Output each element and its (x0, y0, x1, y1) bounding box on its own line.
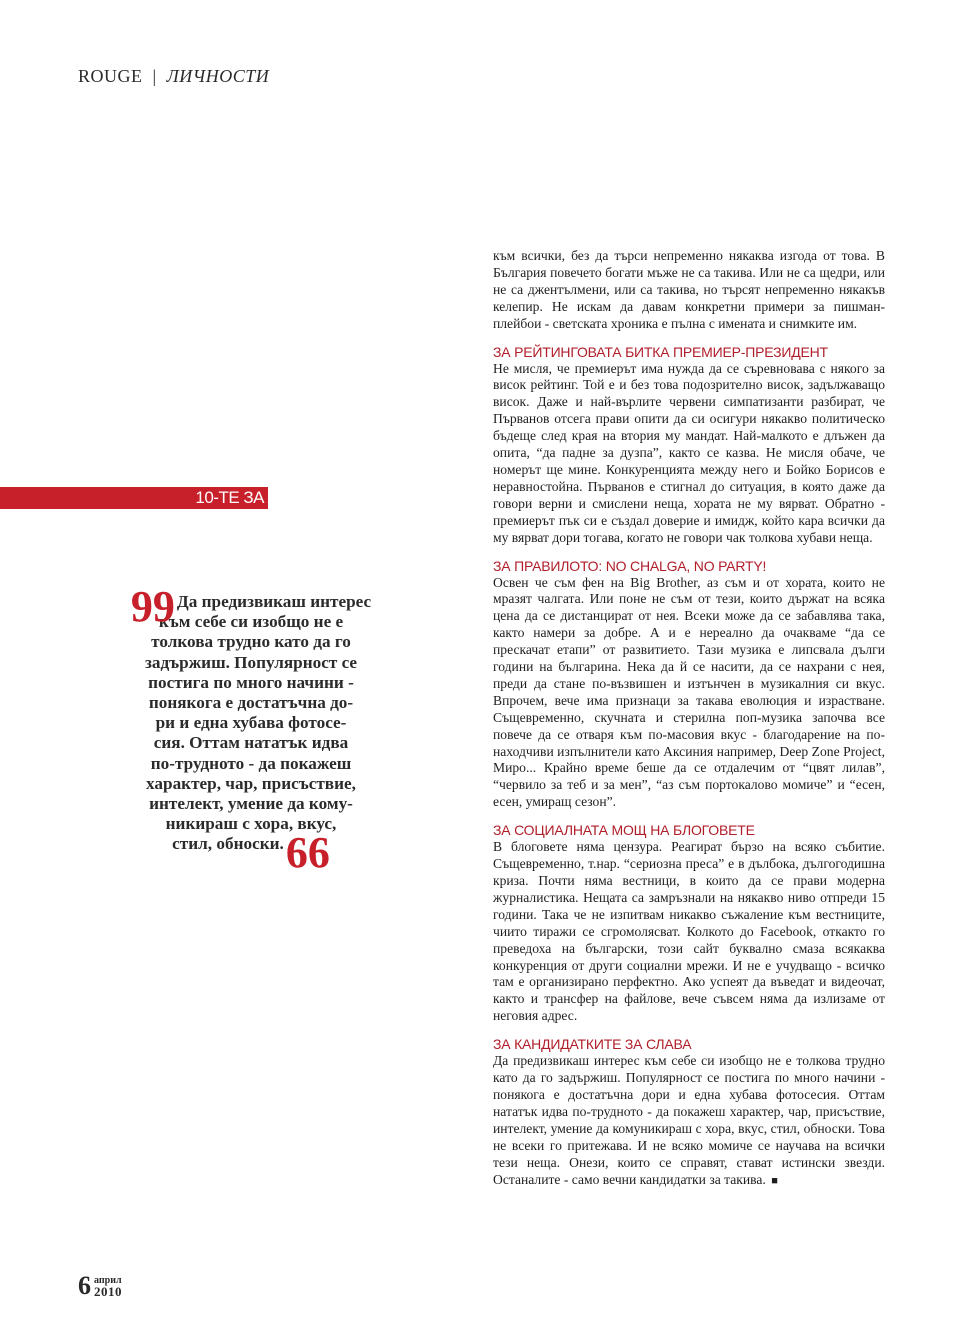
section-heading: ЗА КАНДИДАТКИТЕ ЗА СЛАВА (493, 1036, 692, 1053)
page-number: 6 (78, 1271, 91, 1300)
article-intro: към всички, без да търси непременно някаква изгода от това. В България повечето богати мъже не са такива. Или не са щедри, или не са джентълмени, или са такива, но търсят непременно някакъв келепир. Не искам да давам конкретни примери за пишман-плейбои - светската хроника е пълна с имената и снимките им. (493, 248, 885, 331)
quote-line: понякога е достатъчна до- (148, 693, 354, 713)
issue-year: 2010 (94, 1284, 122, 1299)
magazine-header (78, 66, 269, 87)
open-quote-icon: 99 (130, 582, 175, 631)
section-heading: ЗА СОЦИАЛНАТА МОЩ НА БЛОГОВЕТЕ (493, 822, 755, 839)
section-heading: ЗА ПРАВИЛОТО: NO CHALGA, NO PARTY! (493, 557, 767, 574)
brand-name: ROUGE (78, 66, 143, 86)
quote-line: никираш с хора, вкус, (165, 814, 337, 834)
section-heading: ЗА РЕЙТИНГОВАТА БИТКА ПРЕМИЕР-ПРЕЗИДЕНТ (493, 343, 828, 360)
section-text: Да предизвикаш интерес към себе си изобщо не е толкова трудно като да го задържиш. Популярност се постига по много начини - понякога е достатъчна дори и една хубава фотосесия. Оттам нататък идва по-трудното - да покажеш характер, чар, присъствие, интелект, умение да комуникираш с хора, вкус, стил, обноски. Това не всеки го притежава. И не всяко момиче се научава на всички тези неща. Онези, които се справят, стават истински звезди. Останалите - само вечни кандидатки за такива. ■ (493, 1053, 885, 1187)
page-footer (78, 1273, 122, 1299)
quote-line: интелект, умение да кому- (149, 794, 353, 814)
section-text: Не мисля, че премиерът има нужда да се съревновава с някого за висок рейтинг. Той е и без това подозрително висок, задължаващо висок. Даже и най-върлите червени симпатизанти разбират, че Първанов отсега прави опити да си осигури някакво политическо бъдеще след края на втория му мандат. Най-малкото е длъжен да опита, “да падне за дузпа”, както се казва. Не мисля обаче, че номерът ще мине. Конкуренцията между него и Бойко Борисов е неравностойна. Първанов е стигнал до ситуация, в която даже да говори верни и смислени неща, хората не му вярват. Обратно - премиерът пък си е създал доверие и имидж, който кара всички да му вярват дори тогава, когато не говори чак толкова хубави неща. (493, 360, 885, 545)
quote-line: ри и една хубава фотосе- (155, 713, 347, 733)
close-quote-icon: 66 (285, 828, 330, 878)
quote-line: 99 Да предизвикаш интерес (130, 582, 372, 631)
header-separator: | (152, 66, 157, 86)
section-tag-label: 10-ТЕ ЗА (195, 488, 264, 507)
quote-line: постига по много начини - (148, 672, 354, 692)
quote-line: задържиш. Популярност се (144, 652, 358, 672)
quote-line: характер, чар, присъствие, (146, 773, 356, 793)
section-text: Освен че съм фен на Big Brother, аз съм и от хората, които не мразят чалгата. Или поне не съм от тези, които държат на всяка цена да се дистанцират от нея. Всеки може да се забавлява така, както намери за добре. А и е нереално да очакваме “да се прескачат етапи” от развитието. Тази музика е липсвала дълги години на българина. Нека да й се насити, да се нахрани с нея, преди да стане по-възвишен и изтънчен в музикалния си вкус. Впрочем, вече има признаци за такава еволюция и израстване. Същевременно, скучната и стерилна поп-музика започва все повече да се отваря към по-масовия вкус - благодарение на по-находчиви изпълнители като Аксиния например, Deep Zone Project, Миро... Крайно време беше да се отдалечим от “цвят лилав”, “червило за теб и за мен”, “аз съм портокалово момиче” и “есен, есен, умиращ сезон”. (493, 574, 885, 810)
issue-month: април (94, 1275, 122, 1286)
quote-line: към себе си изобщо не е (158, 612, 344, 632)
end-of-article-icon: ■ (771, 1174, 778, 1187)
quote-line: по-трудното - да покажеш (150, 753, 352, 773)
issue-date (94, 1275, 122, 1299)
article-body (493, 248, 885, 1189)
section-tag-bar (0, 487, 268, 509)
section-text: В блоговете няма цензура. Реагират бързо на всяко събитие. Същевременно, т.нар. “сериозна преса” е в дълбока, дългогодишна криза. Почти няма вестници, в които да се прави модерна журналистика. Нещата са замръзнали на някакво ниво отпреди 15 години. Така че не изпитвам никакво съжаление към вестниците, чиито тиражи се сгромолясват. Колкото до Facebook, откакто го преведоха на български, този сайт буквално смаза всякаква конкуренция от други социални мрежи. И не е учудващо - всичко там е организирано перфектно. Ако успеят да въведат и видеочат, както и трансфер на файлове, вече съвсем няма да излизаме от неговия адрес. (493, 839, 885, 1024)
section-name: ЛИЧНОСТИ (166, 66, 270, 86)
quote-line: толкова трудно като да го (151, 632, 351, 652)
quote-line: стил, обноски.66 (172, 828, 330, 878)
pull-quote (118, 582, 384, 878)
quote-line: сия. Оттам нататък идва (153, 733, 349, 753)
